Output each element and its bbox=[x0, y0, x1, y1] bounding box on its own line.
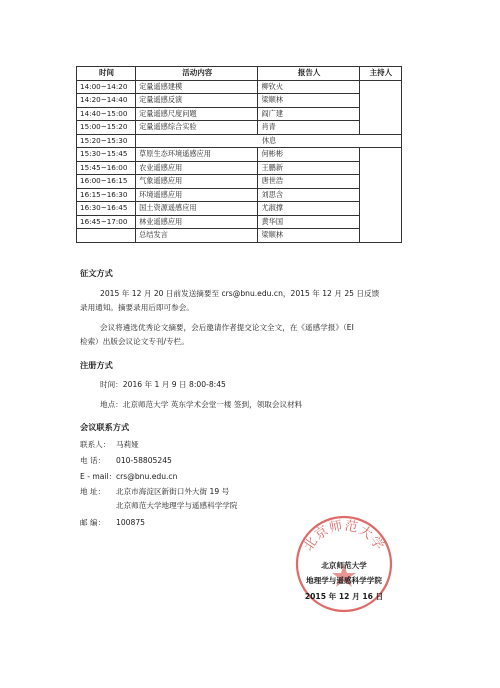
contact-postcode-label: 邮 编： bbox=[80, 518, 106, 527]
row-activity: 定量遥感尺度问题 bbox=[136, 107, 258, 121]
row-time: 14:40~15:00 bbox=[77, 107, 136, 121]
contact-address-line2: 北京师范大学地理学与遥感科学学院 bbox=[116, 501, 238, 510]
break-label: 休息 bbox=[136, 134, 402, 148]
submission-para2-line2: 检索）出版会议论文专刊/专栏。 bbox=[80, 337, 189, 346]
table-row-break bbox=[77, 134, 402, 148]
svg-text:北京师范大学: 北京师范大学 bbox=[301, 518, 387, 554]
row-time: 16:00~16:15 bbox=[77, 175, 136, 189]
table-row bbox=[77, 80, 402, 94]
row-activity: 定量遥感建模 bbox=[136, 80, 258, 94]
row-time: 14:00~14:20 bbox=[77, 80, 136, 94]
table-header-row bbox=[77, 67, 402, 81]
contact-email-row bbox=[80, 471, 177, 482]
row-activity: 气象遥感应用 bbox=[136, 175, 258, 189]
contact-postcode-row bbox=[80, 517, 145, 528]
row-reporter: 尤淑撑 bbox=[258, 202, 359, 216]
submission-para2-line1: 会议将遴选优秀论文摘要，会后邀请作者提交论文全文，在《遥感学报》（EI bbox=[100, 323, 354, 332]
row-time: 15:00~15:20 bbox=[77, 121, 136, 135]
row-time: 15:45~16:00 bbox=[77, 161, 136, 175]
break-time: 15:20~15:30 bbox=[77, 134, 136, 148]
contact-person-row bbox=[80, 439, 139, 450]
row-reporter: 梁顺林 bbox=[258, 229, 359, 243]
row-activity: 总结发言 bbox=[136, 229, 258, 243]
row-reporter: 唐世浩 bbox=[258, 175, 359, 189]
contact-phone-value: 010-58805245 bbox=[116, 456, 172, 465]
registration-time: 时间：2016 年 1 月 9 日 8:00-8:45 bbox=[100, 380, 226, 389]
row-activity: 国土资源遥感应用 bbox=[136, 202, 258, 216]
row-reporter: 王鹏新 bbox=[258, 161, 359, 175]
table-row bbox=[77, 148, 402, 162]
row-reporter: 刘思含 bbox=[258, 188, 359, 202]
contact-address-row bbox=[80, 486, 229, 497]
row-activity: 环境遥感应用 bbox=[136, 188, 258, 202]
table-row bbox=[77, 229, 402, 243]
row-activity: 定量遥感反演 bbox=[136, 94, 258, 108]
contact-phone-label: 电 话： bbox=[80, 456, 106, 465]
table-row bbox=[77, 94, 402, 108]
table-row bbox=[77, 202, 402, 216]
contact-address-line1: 北京市海淀区新街口外大街 19 号 bbox=[116, 487, 230, 496]
row-activity: 农业遥感应用 bbox=[136, 161, 258, 175]
row-activity: 定量遥感综合实验 bbox=[136, 121, 258, 135]
registration-title: 注册方式 bbox=[80, 360, 113, 370]
signature-org1: 北京师范大学 bbox=[321, 561, 367, 570]
row-reporter: 肖青 bbox=[258, 121, 359, 135]
table-row bbox=[77, 121, 402, 135]
contact-person-label: 联系人： bbox=[80, 440, 111, 449]
signature-org2: 地理学与遥感科学学院 bbox=[306, 576, 382, 585]
contact-email-value: crs@bnu.edu.cn bbox=[116, 472, 178, 481]
row-activity: 林业遥感应用 bbox=[136, 215, 258, 229]
registration-place: 地点：北京师范大学 英东学术会堂一楼 签到，领取会议材料 bbox=[100, 400, 303, 409]
row-time bbox=[77, 229, 136, 243]
table-row bbox=[77, 175, 402, 189]
row-activity: 草原生态环境遥感应用 bbox=[136, 148, 258, 162]
contact-email-label: E - mail： bbox=[80, 472, 117, 481]
row-reporter: 柳钦火 bbox=[258, 80, 359, 94]
row-time: 15:30~15:45 bbox=[77, 148, 136, 162]
row-reporter: 阎广建 bbox=[258, 107, 359, 121]
header-activity: 活动内容 bbox=[136, 67, 258, 81]
table-row bbox=[77, 161, 402, 175]
submission-para1-line2: 录用通知。摘要录用后即可参会。 bbox=[80, 303, 194, 312]
submission-para1-line1: 2015 年 12 月 20 日前发送摘要至 crs@bnu.edu.cn，2015 年 12 月 25 日反馈 bbox=[100, 289, 380, 298]
schedule-table bbox=[76, 66, 402, 243]
signature-date: 2015 年 12 月 16 日 bbox=[304, 592, 384, 601]
contact-address-label: 地 址： bbox=[80, 487, 106, 496]
row-reporter: 何彬彬 bbox=[258, 148, 359, 162]
table-row bbox=[77, 188, 402, 202]
row-time: 16:45~17:00 bbox=[77, 215, 136, 229]
contact-person-value: 马莉娅 bbox=[116, 440, 139, 449]
row-host bbox=[359, 148, 401, 243]
row-host bbox=[359, 80, 401, 134]
row-time: 16:30~16:45 bbox=[77, 202, 136, 216]
table-row bbox=[77, 215, 402, 229]
header-reporter: 报告人 bbox=[258, 67, 359, 81]
row-time: 14:20~14:40 bbox=[77, 94, 136, 108]
contact-title: 会议联系方式 bbox=[80, 422, 130, 432]
header-host: 主持人 bbox=[359, 67, 401, 81]
submission-title: 征文方式 bbox=[80, 268, 113, 278]
contact-postcode-value: 100875 bbox=[116, 518, 145, 527]
table-row bbox=[77, 107, 402, 121]
header-time: 时间 bbox=[77, 67, 136, 81]
row-reporter: 梁顺林 bbox=[258, 94, 359, 108]
row-reporter: 黄华国 bbox=[258, 215, 359, 229]
row-time: 16:15~16:30 bbox=[77, 188, 136, 202]
contact-phone-row bbox=[80, 455, 172, 466]
